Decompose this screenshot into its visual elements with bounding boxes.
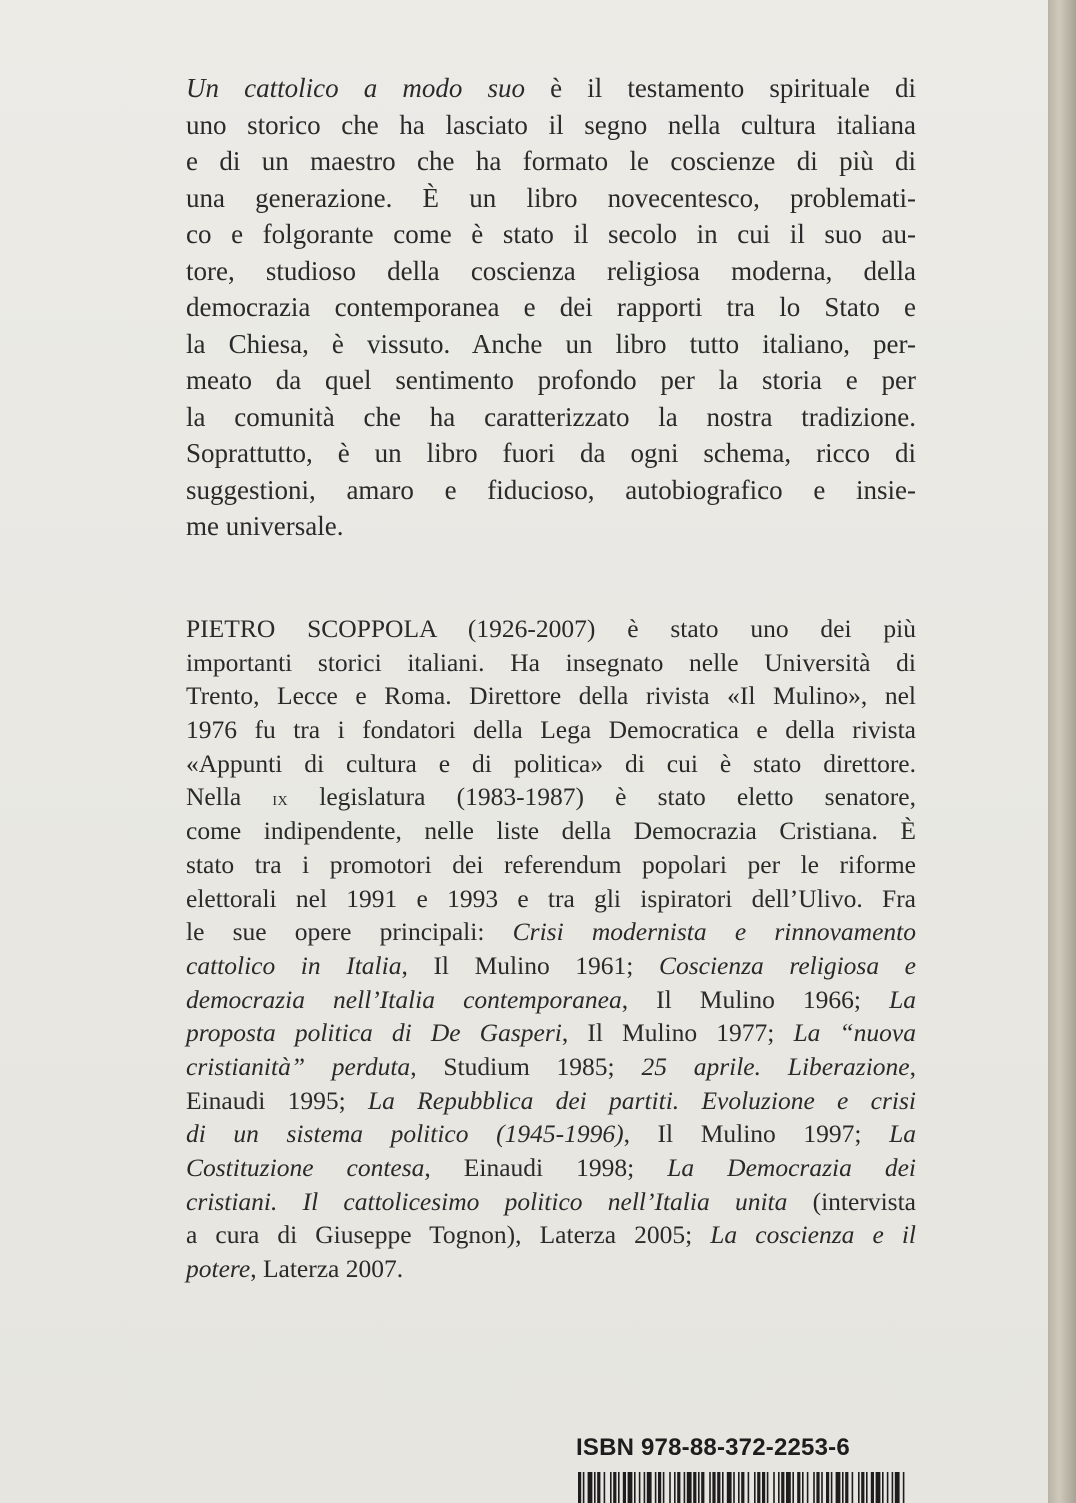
bio-text: potere	[186, 1254, 251, 1284]
blurb-line	[186, 107, 916, 144]
bio-text: 1976 fu tra i fondatori della Lega Democratica e della rivista	[186, 715, 916, 745]
bio-text: come indipendente, nelle liste della Democrazia Cristiana. È	[186, 816, 916, 846]
bio-text: Nella	[186, 782, 273, 812]
bio-line	[186, 1151, 916, 1185]
bio-text: cristiani. Il cattolicesimo politico nell’Italia unita	[186, 1186, 788, 1216]
bio-text: Trento, Lecce e Roma. Direttore della rivista «Il Mulino», nel	[186, 681, 916, 711]
bio-text: (intervista	[787, 1186, 916, 1216]
bio-line	[186, 1117, 916, 1151]
isbn-label: ISBN 978-88-372-2253-6	[576, 1434, 850, 1461]
author-bio	[186, 612, 916, 1286]
blurb-text: una generazione. È un libro novecentesco, problemati-	[186, 182, 916, 213]
bio-line	[186, 1084, 916, 1118]
blurb-line	[186, 70, 916, 107]
blurb-text: e di un maestro che ha formato le coscienze di più di	[186, 146, 916, 176]
barcode-icon	[578, 1472, 906, 1503]
blurb-line	[186, 435, 916, 472]
bio-line	[186, 1050, 916, 1084]
bio-text: cattolico in Italia	[186, 950, 402, 980]
blurb-line	[186, 326, 916, 363]
blurb-text: Un cattolico a modo suo	[186, 73, 525, 103]
bio-text: La	[889, 984, 916, 1014]
bio-text: Einaudi 1995;	[186, 1085, 368, 1115]
bio-text: 25 aprile. Liberazione	[641, 1051, 910, 1081]
bio-text: , Laterza 2007.	[250, 1254, 404, 1284]
blurb-line	[186, 399, 916, 436]
bio-line	[186, 1185, 916, 1219]
blurb-line	[186, 216, 916, 253]
blurb-line	[186, 289, 916, 326]
bio-text: , Studium 1985;	[410, 1051, 642, 1081]
bio-text: cristianità” perduta	[186, 1051, 411, 1081]
book-blurb	[186, 70, 916, 545]
bio-text: stato tra i promotori dei referendum popolari per le riforme	[186, 849, 916, 879]
bio-line	[186, 679, 916, 713]
bio-text: elettorali nel 1991 e 1993 e tra gli ispiratori dell’Ulivo. Fra	[186, 883, 916, 913]
isbn-area	[576, 1420, 916, 1503]
bio-text: le sue opere principali:	[186, 917, 513, 947]
bio-text: La “nuova	[793, 1018, 916, 1048]
bio-text: , Il Mulino 1966;	[621, 984, 890, 1014]
bio-text: democrazia nell’Italia contemporanea	[186, 984, 622, 1014]
bio-line	[186, 1252, 916, 1286]
bio-text: , Il Mulino 1997;	[623, 1119, 890, 1149]
bio-text: legislatura (1983-1987) è stato eletto senatore,	[288, 782, 916, 812]
blurb-line	[186, 180, 916, 217]
bio-line	[186, 1016, 916, 1050]
book-edge	[1048, 0, 1076, 1503]
bio-line	[186, 882, 916, 916]
blurb-text: la Chiesa, è vissuto. Anche un libro tutto italiano, per-	[186, 328, 916, 359]
bio-text: La coscienza e il	[710, 1220, 916, 1250]
blurb-text: co e folgorante come è stato il secolo in cui il suo au-	[186, 219, 916, 249]
blurb-line	[186, 472, 916, 509]
bio-text: Costituzione contesa	[186, 1153, 425, 1182]
bio-text: ix	[272, 788, 289, 811]
bio-line	[186, 747, 916, 781]
blurb-line	[186, 508, 916, 545]
bio-text: proposta politica di De Gasperi	[186, 1018, 562, 1048]
bio-text: La Repubblica dei partiti. Evoluzione e crisi	[367, 1085, 916, 1115]
bio-text: , Il Mulino 1977;	[561, 1018, 794, 1048]
blurb-text: democrazia contemporanea e dei rapporti tra lo Stato e	[186, 292, 916, 322]
blurb-text: me universale.	[186, 511, 344, 541]
bio-line	[186, 1218, 916, 1252]
bio-line	[186, 915, 916, 949]
bio-line	[186, 814, 916, 848]
bio-line	[186, 713, 916, 747]
blurb-text: meato da quel sentimento profondo per la storia e per	[186, 365, 916, 395]
blurb-text: Soprattutto, è un libro fuori da ogni schema, ricco di	[186, 438, 916, 468]
blurb-line	[186, 362, 916, 399]
bio-line	[186, 983, 916, 1017]
bio-text: Coscienza religiosa e	[658, 950, 916, 980]
bio-line	[186, 646, 916, 680]
blurb-line	[186, 253, 916, 290]
bio-line	[186, 949, 916, 983]
bio-text: La Democrazia dei	[667, 1153, 916, 1182]
bio-text: «Appunti di cultura e di politica» di cui è stato direttore.	[186, 748, 916, 778]
bio-text: di un sistema politico (1945-1996)	[186, 1119, 624, 1149]
bio-text: a cura di Giuseppe Tognon), Laterza 2005;	[186, 1220, 711, 1250]
bio-text: importanti storici italiani. Ha insegnato nelle Università di	[186, 647, 916, 677]
blurb-text: tore, studioso della coscienza religiosa moderna, della	[186, 255, 916, 286]
bio-text: Crisi modernista e rinnovamento	[512, 917, 916, 947]
blurb-text: è il testamento spirituale di	[524, 73, 916, 103]
bio-text: La	[889, 1119, 916, 1149]
bio-line	[186, 780, 916, 814]
blurb-text: uno storico che ha lasciato il segno nella cultura italiana	[186, 109, 916, 140]
bio-text: ,	[909, 1051, 916, 1081]
bio-text: , Einaudi 1998;	[424, 1153, 668, 1182]
blurb-text: la comunità che ha caratterizzato la nostra tradizione.	[186, 401, 916, 432]
blurb-line	[186, 143, 916, 180]
bio-text: , Il Mulino 1961;	[401, 950, 659, 980]
bio-line	[186, 612, 916, 646]
bio-line	[186, 848, 916, 882]
bio-text: PIETRO SCOPPOLA (1926-2007) è stato uno dei più	[186, 614, 916, 643]
blurb-text: suggestioni, amaro e fiducioso, autobiografico e insie-	[186, 474, 916, 505]
